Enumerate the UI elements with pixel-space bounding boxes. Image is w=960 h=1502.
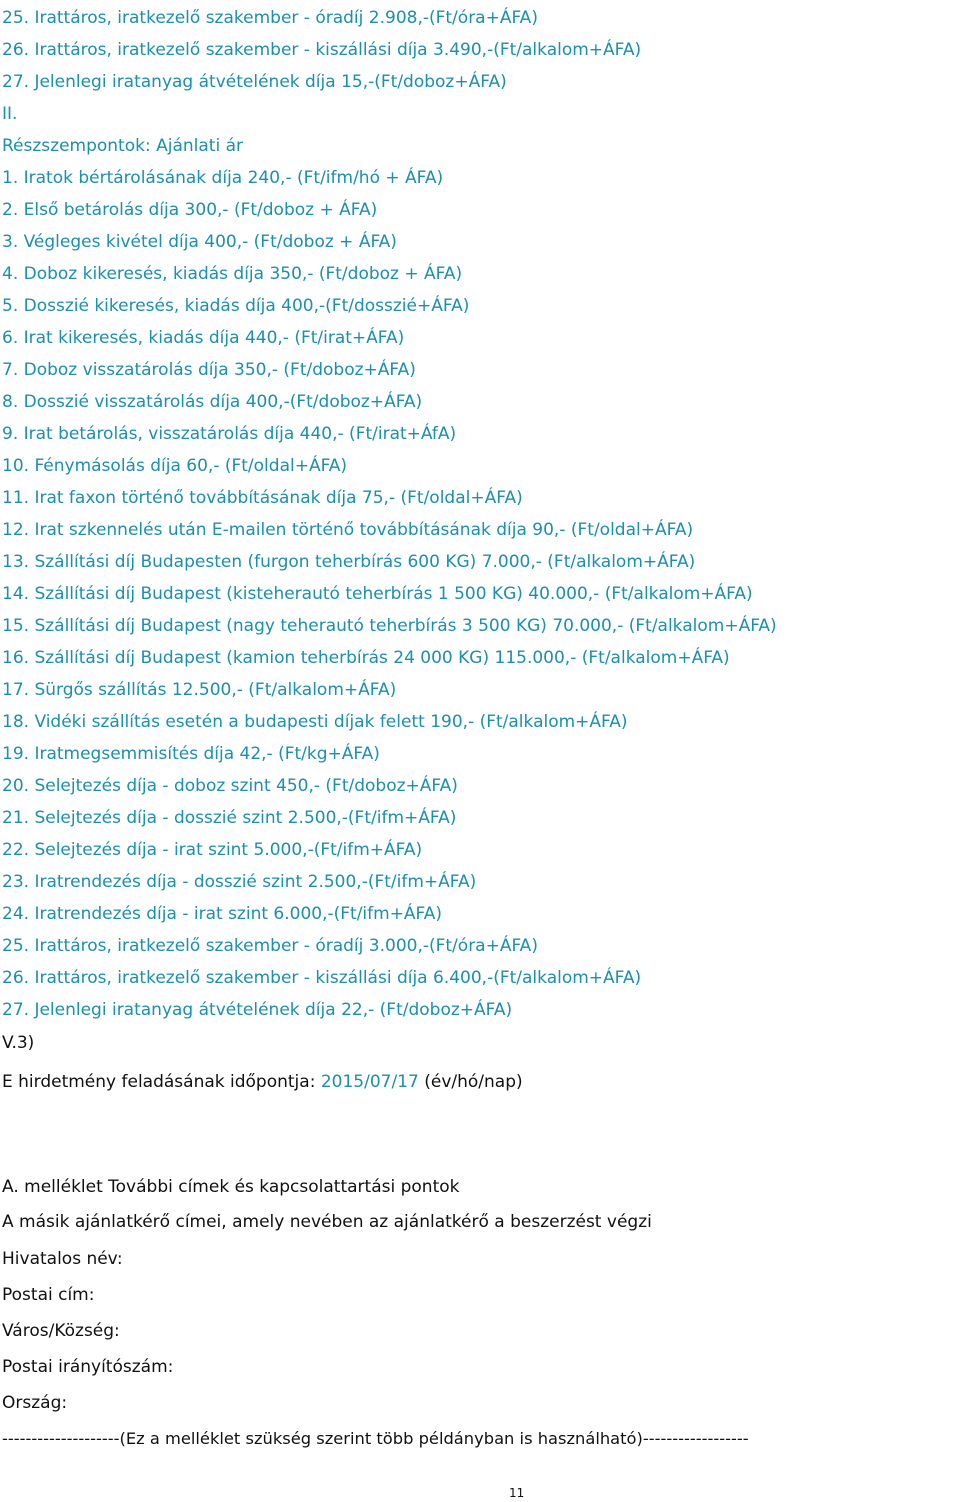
annex-subtitle: A másik ajánlatkérő címei, amely nevében az ajánlatkérő a beszerzést végzi	[2, 1212, 652, 1232]
annex-footer-note: --------------------(Ez a melléklet szükség szerint több példányban is használható)------------------	[2, 1429, 749, 1448]
price-line-14: 14. Szállítási díj Budapest (kisteherautó teherbírás 1 500 KG) 40.000,- (Ft/alkalom+ÁFA)	[2, 584, 753, 604]
page-number: 11	[509, 1486, 525, 1500]
price-line-16: 16. Szállítási díj Budapest (kamion teherbírás 24 000 KG) 115.000,- (Ft/alkalom+ÁFA)	[2, 648, 730, 668]
price-line-9: 9. Irat betárolás, visszatárolás díja 440,- (Ft/irat+ÁfA)	[2, 424, 457, 444]
price-line-12: 12. Irat szkennelés után E-mailen történő továbbításának díja 90,- (Ft/oldal+ÁFA)	[2, 520, 694, 540]
price-line-19: 19. Iratmegsemmisítés díja 42,- (Ft/kg+ÁFA)	[2, 744, 380, 764]
announcement-date-format: (év/hó/nap)	[418, 1072, 523, 1092]
price-line-24: 24. Iratrendezés díja - irat szint 6.000,-(Ft/ifm+ÁFA)	[2, 904, 443, 924]
price-line-22: 22. Selejtezés díja - irat szint 5.000,-(Ft/ifm+ÁFA)	[2, 840, 423, 860]
price-line-26: 26. Irattáros, iratkezelő szakember - kiszállási díja 6.400,-(Ft/alkalom+ÁFA)	[2, 968, 642, 988]
price-line-11: 11. Irat faxon történő továbbításának díja 75,- (Ft/oldal+ÁFA)	[2, 488, 523, 508]
price-line-18: 18. Vidéki szállítás esetén a budapesti díjak felett 190,- (Ft/alkalom+ÁFA)	[2, 712, 628, 732]
price-line-5: 5. Dosszié kikeresés, kiadás díja 400,-(Ft/dosszié+ÁFA)	[2, 296, 470, 316]
price-line-26-old: 26. Irattáros, iratkezelő szakember - kiszállási díja 3.490,-(Ft/alkalom+ÁFA)	[2, 40, 642, 60]
price-line-10: 10. Fénymásolás díja 60,- (Ft/oldal+ÁFA)	[2, 456, 348, 476]
field-country: Ország:	[2, 1393, 68, 1413]
price-line-2: 2. Első betárolás díja 300,- (Ft/doboz + ÁFA)	[2, 200, 378, 220]
price-line-21: 21. Selejtezés díja - dosszié szint 2.500,-(Ft/ifm+ÁFA)	[2, 808, 457, 828]
field-official-name: Hivatalos név:	[2, 1249, 123, 1269]
price-line-7: 7. Doboz visszatárolás díja 350,- (Ft/doboz+ÁFA)	[2, 360, 416, 380]
price-line-25-old: 25. Irattáros, iratkezelő szakember - óradíj 2.908,-(Ft/óra+ÁFA)	[2, 8, 538, 28]
price-line-17: 17. Sürgős szállítás 12.500,- (Ft/alkalom+ÁFA)	[2, 680, 397, 700]
price-line-3: 3. Végleges kivétel díja 400,- (Ft/doboz + ÁFA)	[2, 232, 397, 252]
announcement-date: 2015/07/17	[320, 1072, 419, 1092]
section-v3-label: V.3)	[2, 1033, 35, 1053]
annex-title: A. melléklet További címek és kapcsolattartási pontok	[2, 1177, 460, 1197]
price-line-6: 6. Irat kikeresés, kiadás díja 440,- (Ft/irat+ÁFA)	[2, 328, 405, 348]
subcriteria-heading: Részszempontok: Ajánlati ár	[2, 136, 243, 156]
price-line-27: 27. Jelenlegi iratanyag átvételének díja 22,- (Ft/doboz+ÁFA)	[2, 1000, 513, 1020]
price-line-8: 8. Dosszié visszatárolás díja 400,-(Ft/doboz+ÁFA)	[2, 392, 423, 412]
price-line-15: 15. Szállítási díj Budapest (nagy teherautó teherbírás 3 500 KG) 70.000,- (Ft/alkalom+ÁFA)	[2, 616, 777, 636]
announcement-label: E hirdetmény feladásának időpontja:	[2, 1072, 321, 1092]
price-line-23: 23. Iratrendezés díja - dosszié szint 2.500,-(Ft/ifm+ÁFA)	[2, 872, 477, 892]
field-city: Város/Község:	[2, 1321, 120, 1341]
field-postal-code: Postai irányítószám:	[2, 1357, 174, 1377]
price-line-4: 4. Doboz kikeresés, kiadás díja 350,- (Ft/doboz + ÁFA)	[2, 264, 463, 284]
price-line-27-old: 27. Jelenlegi iratanyag átvételének díja 15,-(Ft/doboz+ÁFA)	[2, 72, 507, 92]
price-line-13: 13. Szállítási díj Budapesten (furgon teherbírás 600 KG) 7.000,- (Ft/alkalom+ÁFA)	[2, 552, 696, 572]
field-postal-address: Postai cím:	[2, 1285, 95, 1305]
price-line-20: 20. Selejtezés díja - doboz szint 450,- (Ft/doboz+ÁFA)	[2, 776, 458, 796]
price-line-25: 25. Irattáros, iratkezelő szakember - óradíj 3.000,-(Ft/óra+ÁFA)	[2, 936, 538, 956]
section-roman-ii: II.	[2, 104, 18, 124]
price-line-1: 1. Iratok bértárolásának díja 240,- (Ft/ifm/hó + ÁFA)	[2, 168, 444, 188]
announcement-date-line	[2, 1071, 523, 1093]
